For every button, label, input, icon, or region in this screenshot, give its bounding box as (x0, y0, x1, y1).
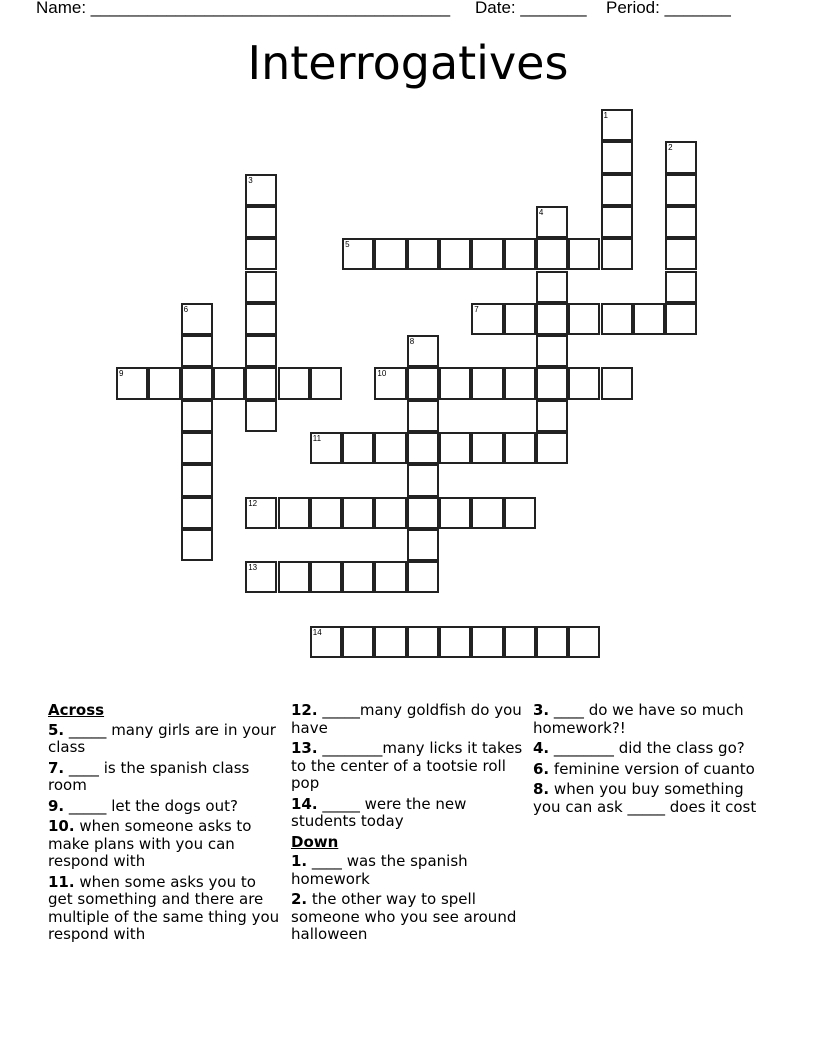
grid-cell[interactable] (471, 626, 503, 658)
down-clue (291, 853, 523, 888)
grid-cell[interactable] (601, 141, 633, 173)
grid-cell[interactable] (181, 335, 213, 367)
grid-cell[interactable] (310, 432, 342, 464)
down-heading: Down (291, 832, 339, 851)
grid-cell[interactable] (536, 271, 568, 303)
across-clue (48, 760, 280, 795)
grid-cell[interactable] (536, 432, 568, 464)
grid-cell[interactable] (245, 335, 277, 367)
grid-cell[interactable] (568, 238, 600, 270)
grid-cell[interactable] (342, 432, 374, 464)
down-clue (533, 702, 765, 737)
grid-cell[interactable] (536, 206, 568, 238)
clue-text: when someone asks to make plans with you can respond with (48, 817, 252, 870)
grid-cell[interactable] (374, 367, 406, 399)
across-clue (48, 798, 280, 816)
down-clue (533, 781, 765, 816)
grid-cell[interactable] (181, 529, 213, 561)
across-heading: Across (48, 701, 105, 719)
grid-cell[interactable] (374, 238, 406, 270)
grid-cell[interactable] (439, 626, 471, 658)
grid-cell[interactable] (665, 141, 697, 173)
grid-cell[interactable] (407, 367, 439, 399)
grid-cell[interactable] (504, 497, 536, 529)
grid-cell[interactable] (181, 303, 213, 335)
across-clue (291, 740, 523, 793)
cell-number: 6 (183, 304, 189, 314)
grid-cell[interactable] (439, 367, 471, 399)
grid-cell[interactable] (374, 626, 406, 658)
grid-cell[interactable] (407, 497, 439, 529)
grid-cell[interactable] (536, 303, 568, 335)
clues-column-3 (533, 702, 765, 819)
clue-text: ____ do we have so much homework?! (533, 701, 744, 737)
grid-cell[interactable] (181, 432, 213, 464)
grid-cell[interactable] (568, 303, 600, 335)
grid-cell[interactable] (471, 367, 503, 399)
grid-cell[interactable] (181, 464, 213, 496)
clue-text: _____ many girls are in your class (48, 720, 276, 756)
grid-cell[interactable] (407, 432, 439, 464)
grid-cell[interactable] (278, 367, 310, 399)
grid-cell[interactable] (213, 367, 245, 399)
grid-cell[interactable] (601, 206, 633, 238)
grid-cell[interactable] (665, 271, 697, 303)
grid-cell[interactable] (439, 238, 471, 270)
grid-cell[interactable] (568, 626, 600, 658)
grid-cell[interactable] (504, 303, 536, 335)
grid-cell[interactable] (407, 400, 439, 432)
clue-text: ____ was the spanish homework (291, 852, 468, 888)
clue-text: when some asks you to get something and there are multiple of the same thing you respond with (48, 872, 280, 943)
grid-cell[interactable] (245, 497, 277, 529)
grid-cell[interactable] (278, 497, 310, 529)
grid-cell[interactable] (407, 529, 439, 561)
name-field[interactable]: Name: ______________________________________ (36, 0, 451, 17)
clue-number: 9. (48, 796, 65, 815)
grid-cell[interactable] (407, 561, 439, 593)
grid-cell[interactable] (471, 497, 503, 529)
clue-number: 8. (533, 780, 550, 798)
across-clue (48, 722, 280, 757)
grid-cell[interactable] (504, 238, 536, 270)
grid-cell[interactable] (407, 335, 439, 367)
grid-cell[interactable] (665, 174, 697, 206)
grid-cell[interactable] (310, 367, 342, 399)
clue-text: the other way to spell someone who you see around halloween (291, 890, 517, 943)
grid-cell[interactable] (407, 238, 439, 270)
clue-number: 1. (291, 852, 308, 870)
grid-cell[interactable] (504, 626, 536, 658)
date-field[interactable]: Date: _______ (475, 0, 587, 17)
clues-column-1 (48, 702, 280, 947)
clue-text: feminine version of cuanto (553, 759, 755, 778)
grid-cell[interactable] (536, 626, 568, 658)
grid-cell[interactable] (601, 174, 633, 206)
grid-cell[interactable] (601, 303, 633, 335)
cell-number: 11 (312, 434, 322, 443)
cell-number: 7 (474, 304, 479, 314)
cell-number: 10 (377, 369, 387, 379)
grid-cell[interactable] (245, 271, 277, 303)
clue-number: 5. (48, 720, 65, 739)
clue-text: ________ did the class go? (553, 739, 745, 757)
clue-number: 14. (291, 794, 318, 813)
grid-cell[interactable] (374, 497, 406, 529)
across-clue (48, 874, 280, 944)
grid-cell[interactable] (536, 335, 568, 367)
grid-cell[interactable] (471, 238, 503, 270)
cell-number: 4 (538, 207, 544, 217)
down-clue (533, 761, 765, 779)
clue-number: 10. (48, 817, 75, 835)
grid-cell[interactable] (536, 367, 568, 399)
clue-number: 7. (48, 758, 65, 777)
grid-cell[interactable] (568, 367, 600, 399)
page-title: Interrogatives (247, 36, 569, 90)
grid-cell[interactable] (310, 561, 342, 593)
grid-cell[interactable] (245, 174, 277, 206)
clue-number: 4. (533, 739, 550, 757)
cell-number: 2 (668, 143, 673, 153)
grid-cell[interactable] (181, 367, 213, 399)
across-clue (48, 818, 280, 871)
cell-number: 14 (312, 627, 322, 637)
grid-cell[interactable] (245, 303, 277, 335)
clue-number: 2. (291, 890, 308, 908)
grid-cell[interactable] (536, 400, 568, 432)
grid-cell[interactable] (148, 367, 180, 399)
grid-cell[interactable] (407, 626, 439, 658)
cell-number: 13 (248, 563, 258, 573)
grid-cell[interactable] (181, 400, 213, 432)
across-clue (291, 796, 523, 831)
clue-number: 3. (533, 701, 550, 719)
grid-cell[interactable] (374, 561, 406, 593)
clue-number: 11. (48, 872, 75, 891)
grid-cell[interactable] (665, 206, 697, 238)
grid-cell[interactable] (245, 400, 277, 432)
grid-cell[interactable] (310, 626, 342, 658)
clue-text: _____ were the new students today (291, 794, 467, 830)
cell-number: 9 (119, 369, 124, 379)
grid-cell[interactable] (342, 238, 374, 270)
cell-number: 1 (603, 111, 608, 120)
grid-cell[interactable] (342, 561, 374, 593)
clue-text: ________many licks it takes to the center of a tootsie roll pop (291, 739, 523, 792)
grid-cell[interactable] (245, 238, 277, 270)
grid-cell[interactable] (342, 497, 374, 529)
across-clue (291, 702, 523, 737)
grid-cell[interactable] (601, 109, 633, 141)
clue-text: ____ is the spanish class room (48, 758, 250, 794)
grid-cell[interactable] (439, 497, 471, 529)
grid-cell[interactable] (116, 367, 148, 399)
cell-number: 8 (409, 337, 415, 347)
clue-text: _____ let the dogs out? (68, 796, 238, 815)
period-field[interactable]: Period: _______ (606, 0, 731, 17)
clue-number: 6. (533, 759, 550, 778)
grid-cell[interactable] (374, 432, 406, 464)
clue-text: _____many goldfish do you have (291, 701, 522, 737)
grid-cell[interactable] (278, 561, 310, 593)
grid-cell[interactable] (665, 238, 697, 270)
grid-cell[interactable] (245, 561, 277, 593)
grid-cell[interactable] (504, 367, 536, 399)
clues-column-2 (291, 702, 523, 947)
grid-cell[interactable] (310, 497, 342, 529)
grid-cell[interactable] (504, 432, 536, 464)
cell-number: 12 (248, 498, 258, 508)
clue-number: 13. (291, 739, 318, 757)
down-clue (533, 740, 765, 758)
grid-cell[interactable] (601, 238, 633, 270)
grid-cell[interactable] (471, 303, 503, 335)
grid-cell[interactable] (407, 464, 439, 496)
grid-cell[interactable] (245, 367, 277, 399)
cell-number: 3 (248, 175, 253, 185)
grid-cell[interactable] (633, 303, 665, 335)
clue-text: when you buy something you can ask _____ does it cost (533, 780, 757, 816)
grid-cell[interactable] (439, 432, 471, 464)
grid-cell[interactable] (665, 303, 697, 335)
grid-cell[interactable] (601, 367, 633, 399)
grid-cell[interactable] (181, 497, 213, 529)
clue-number: 12. (291, 701, 318, 719)
grid-cell[interactable] (536, 238, 568, 270)
grid-cell[interactable] (245, 206, 277, 238)
down-clue (291, 891, 523, 944)
grid-cell[interactable] (471, 432, 503, 464)
grid-cell[interactable] (342, 626, 374, 658)
cell-number: 5 (345, 240, 350, 250)
